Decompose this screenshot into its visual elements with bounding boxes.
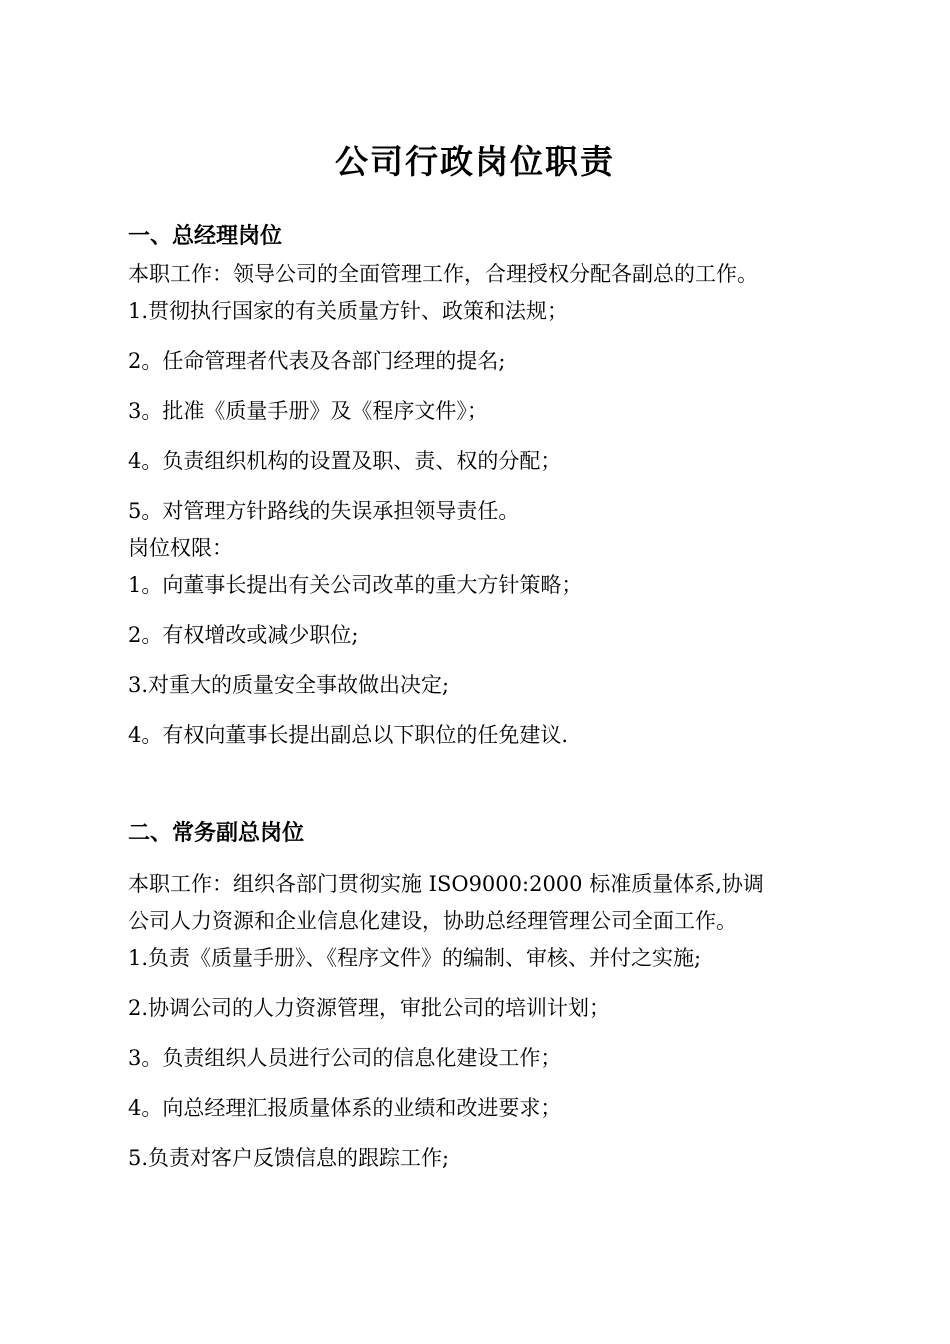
duty-item: 3。批准《质量手册》及《程序文件》； [128,399,488,423]
duty-item: 4。向总经理汇报质量体系的业绩和改进要求； [128,1096,562,1120]
document-title: 公司行政岗位职责 [335,142,615,181]
duty-item: 2.协调公司的人力资源管理，审批公司的培训计划； [128,996,611,1020]
duty-item: 2。任命管理者代表及各部门经理的提名; [128,349,506,373]
authority-item: 1。向董事长提出有关公司改革的重大方针策略； [128,573,583,597]
duty-item: 5。对管理方针路线的失误承担领导责任。 [128,499,520,523]
authority-item: 2。有权增改或减少职位; [128,623,359,647]
duty-item: 1.负责《质量手册》、《程序文件》的编制、审核、并付之实施; [128,946,702,970]
authority-label: 岗位权限： [128,536,233,560]
duty-item: 4。负责组织机构的设置及职、责、权的分配； [128,449,562,473]
section-intro-line: 本职工作：领导公司的全面管理工作，合理授权分配各副总的工作。 [128,262,758,286]
authority-item: 4。有权向董事长提出副总以下职位的任免建议. [128,723,569,747]
section-intro-line: 本职工作：组织各部门贯彻实施 ISO9000:2000 标准质量体系,协调 [128,872,764,896]
section-heading-executive-vp: 二、常务副总岗位 [128,821,305,846]
duty-item: 5.负责对客户反馈信息的跟踪工作; [128,1146,450,1170]
section-heading-general-manager: 一、总经理岗位 [128,224,283,249]
duty-item: 3。负责组织人员进行公司的信息化建设工作； [128,1046,562,1070]
section-intro-line: 公司人力资源和企业信息化建设，协助总经理管理公司全面工作。 [128,909,737,933]
authority-item: 3.对重大的质量安全事故做出决定; [128,673,450,697]
duty-item: 1.贯彻执行国家的有关质量方针、政策和法规； [128,299,569,323]
